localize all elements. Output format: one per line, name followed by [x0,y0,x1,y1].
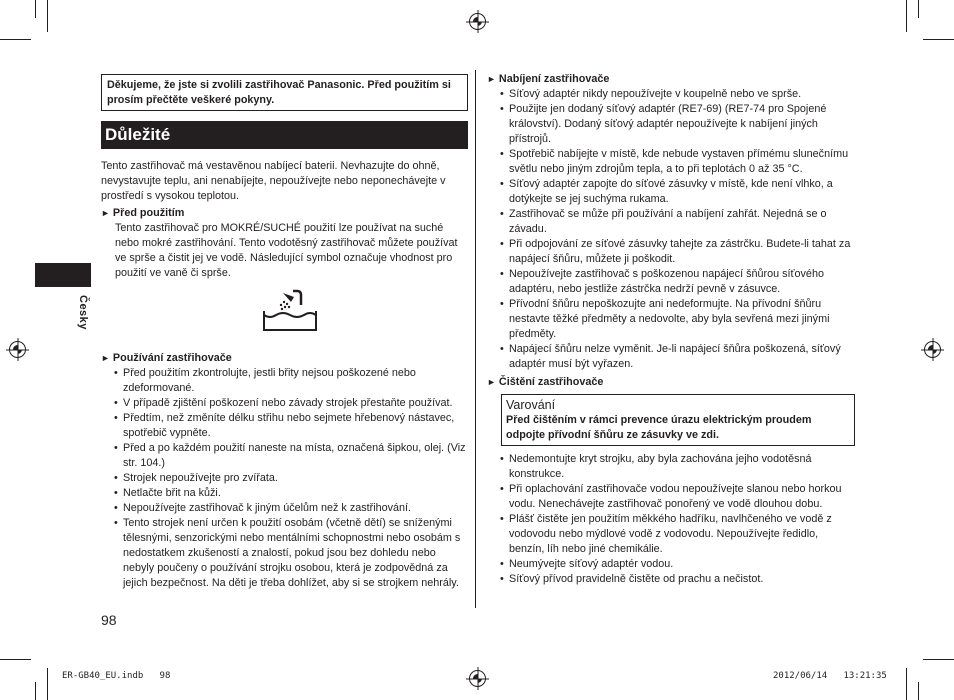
footer-datetime: 2012/06/14 13:21:35 [773,671,887,681]
footer-file: ER-GB40_EU.indb 98 [62,671,171,681]
list-item: • Předtím, než změníte délku střihu nebo sejmete hřebenový nástavec, spotřebič vypněte. [123,411,468,441]
list-item: • Síťový adaptér zapojte do síťové zásuvky v místě, kde není vlhko, a dotýkejte se jej suchýma rukama. [509,177,855,207]
using-list [101,366,468,591]
list-item: • Při oplachování zastřihovače vodou nepoužívejte slanou nebo horkou vodu. Nenechávejte zastřihovač ponořený ve vodě dlouhou dobu. [509,482,855,512]
list-item: • Před použitím zkontrolujte, jestli břity nejsou poškozené nebo zdeformované. [123,366,468,396]
section-title: Důležité [101,121,468,149]
list-item: • Při odpojování ze síťové zásuvky tahejte za zástrčku. Budete-li tahat za napájecí šňůru, můžete ji poškodit. [509,237,855,267]
language-tab [35,263,91,287]
left-column [101,74,468,591]
shower-bath-icon [261,289,319,335]
before-use-heading: ► Před použitím [101,207,185,219]
triangle-bullet-icon: ► [487,377,496,387]
list-item: • Nedemontujte kryt strojku, aby byla zachována jejho vodotěsná konstrukce. [509,452,855,482]
registration-mark-icon [469,13,486,30]
using-heading: ► Používání zastřihovače [101,352,232,364]
list-item: • Zastřihovač se může při používání a nabíjení zahřát. Nejedná se o závadu. [509,207,855,237]
list-item: • V případě zjištění poškození nebo závady strojek přestaňte používat. [123,396,468,411]
list-item: • Tento strojek není určen k použití osobám (včetně dětí) se sníženými tělesnými, senzorickými nebo mentálními schopnostmi nebo osobám s nedostatkem zkušeností a znalostí, pokud jsou bez dohledu nebo nebyly poučeny o používání strojku osobou, která je zodpovědná za jejich bezpečnost. Na děti je třeba dohlížet, aby si se strojkem nehrály. [123,516,468,591]
page-number: 98 [101,612,117,628]
triangle-bullet-icon: ► [487,74,496,84]
triangle-bullet-icon: ► [101,208,110,218]
list-item: • Napájecí šňůru nelze vyměnit. Je-li napájecí šňůra poškozená, síťový adaptér musí být vyřazen. [509,342,855,372]
charging-list [487,87,855,372]
registration-mark-icon [469,670,486,687]
registration-mark-icon [9,341,26,358]
list-item: • Strojek nepoužívejte pro zvířata. [123,471,468,486]
before-use-text: Tento zastřihovač pro MOKRÉ/SUCHÉ použití lze používat na suché nebo mokré zastřihování. Tento vodotěsný zastřihovač můžete používat ve sprše a čistit jej ve vodě. Následující symbol označuje vhodnost pro použití ve vaně či sprše. [115,222,458,279]
column-divider [475,70,476,608]
list-item: • Plášť čistěte jen použitím měkkého hadříku, navlhčeného ve vodě z vodovodu nebo mýdlové vodě z vodovodu. Nepoužívejte ředidlo, benzín, líh nebo jiné chemikálie. [509,512,855,557]
language-label: Česky [77,295,89,330]
list-item: • Nepoužívejte zastřihovač s poškozenou napájecí šňůrou síťového adaptéru, nebo jestliže zástrčka nedrží pevně v zásuvce. [509,267,855,297]
warning-text: Před čištěním v rámci prevence úrazu elektrickým proudem odpojte přívodní šňůru ze zásuvky ve zdi. [506,414,812,441]
cleaning-list [487,452,855,587]
list-item: • Síťový adaptér nikdy nepoužívejte v koupelně nebo ve sprše. [509,87,855,102]
intro-box: Děkujeme, že jste si zvolili zastřihovač Panasonic. Před použitím si prosím přečtěte veškeré pokyny. [101,74,468,111]
list-item: • Netlačte břit na kůži. [123,486,468,501]
list-item: • Použijte jen dodaný síťový adaptér (RE7-69) (RE7-74 pro Spojené království). Dodaný síťový adaptér nepoužívejte k nabíjení jiných přístrojů. [509,102,855,147]
warning-title: Varování [506,398,556,412]
charging-heading: ► Nabíjení zastřihovače [487,73,610,85]
warning-box [501,394,855,446]
list-item: • Přívodní šňůru nepoškozujte ani nedeformujte. Na přívodní šňůru nestavte těžké předměty a nedovolte, aby byla sevřená mezi jinými předměty. [509,297,855,342]
cleaning-heading: ► Čištění zastřihovače [487,376,604,388]
list-item: • Neumývejte síťový adaptér vodou. [509,557,855,572]
list-item: • Síťový přívod pravidelně čistěte od prachu a nečistot. [509,572,855,587]
list-item: • Nepoužívejte zastřihovač k jiným účelům než k zastřihování. [123,501,468,516]
right-column [487,71,855,587]
registration-mark-icon [924,341,941,358]
battery-paragraph: Tento zastřihovač má vestavěnou nabíjecí baterii. Nevhazujte do ohně, nevystavujte teplu, ani nenabíjejte, nepoužívejte nebo neponechávejte v prostředí s vysokou teplotou. [101,160,446,202]
triangle-bullet-icon: ► [101,353,110,363]
list-item: • Spotřebič nabíjejte v místě, kde nebude vystaven přímému slunečnímu světlu nebo jiným zdrojům tepla, a to při teplotách 0 až 35 °C. [509,147,855,177]
list-item: • Před a po každém použití naneste na místa, označená šipkou, olej. (Viz str. 104.) [123,441,468,471]
